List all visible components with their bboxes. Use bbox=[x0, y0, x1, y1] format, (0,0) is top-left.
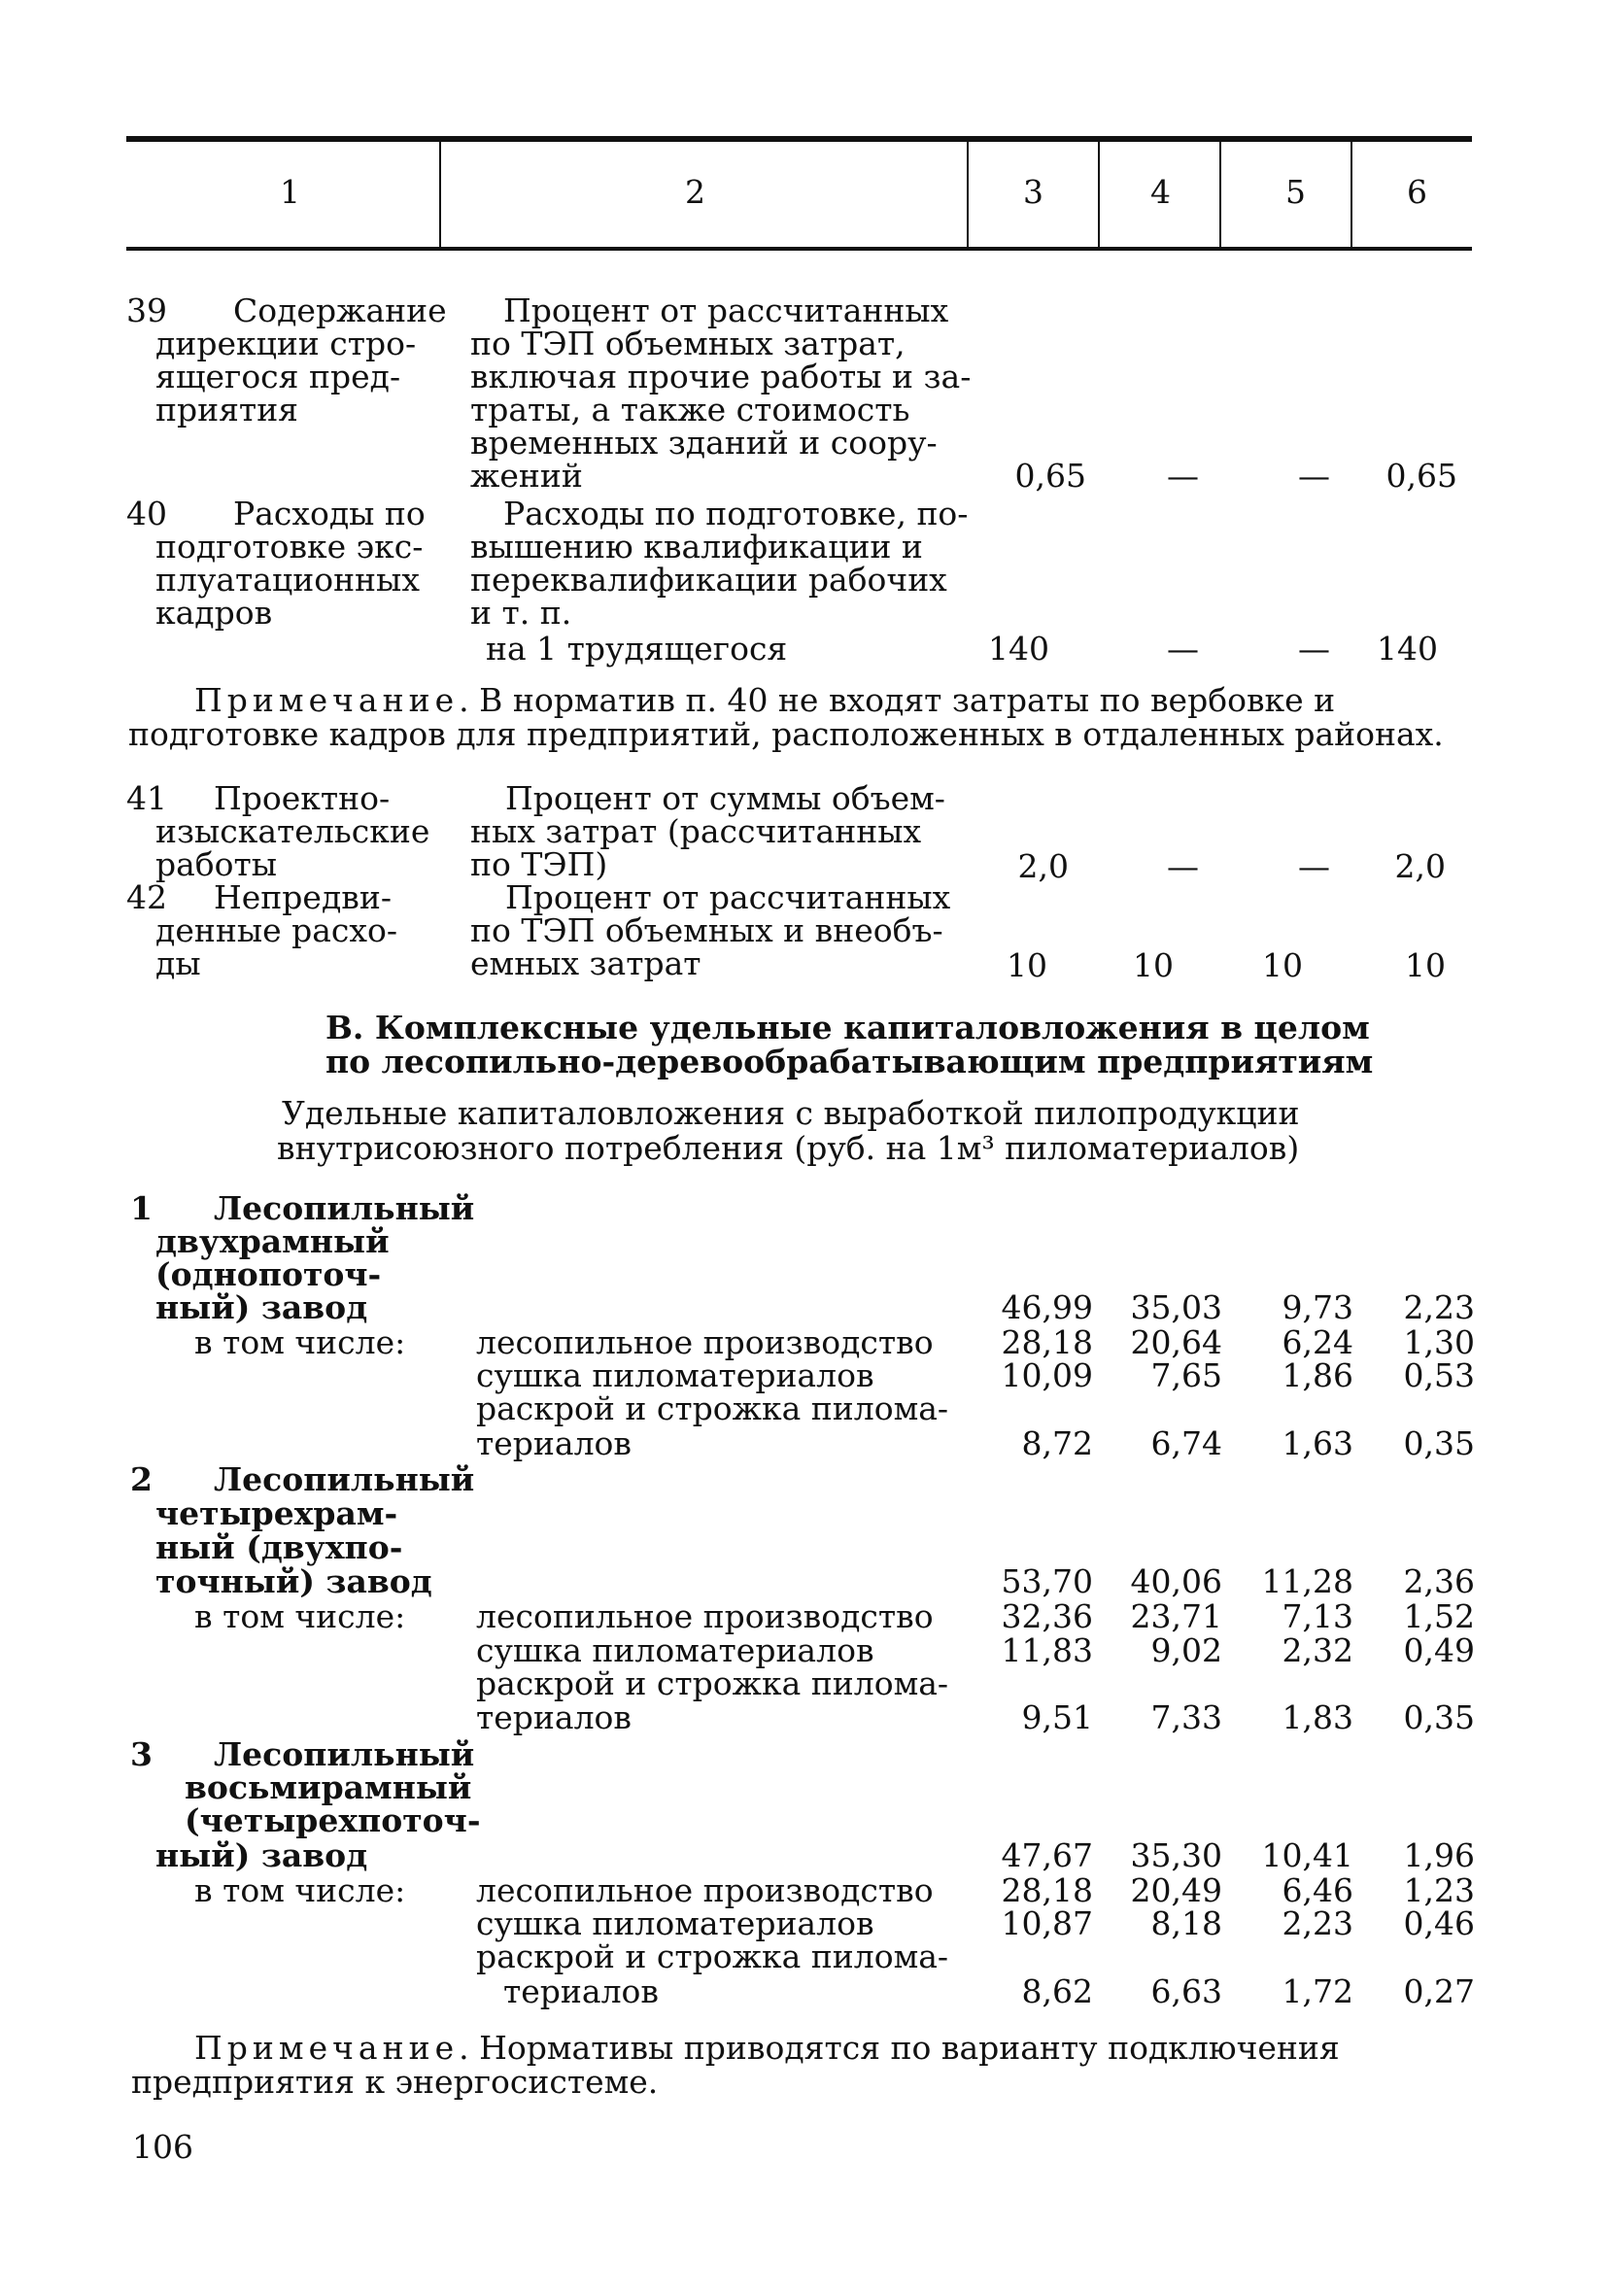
total-col5: 9,73 bbox=[1282, 1288, 1353, 1326]
total-col5: 10,41 bbox=[1261, 1836, 1353, 1874]
part-col4: 20,64 bbox=[1130, 1323, 1222, 1361]
col-header-4: 4 bbox=[1150, 173, 1171, 211]
row-name: плуатационных bbox=[155, 561, 420, 599]
note-text: подготовке кадров для предприятий, расположенных в отдаленных районах. bbox=[128, 715, 1444, 753]
value-col6: 140 bbox=[1377, 630, 1438, 668]
part-col6: 0,27 bbox=[1403, 1972, 1475, 2010]
value-col5: — bbox=[1298, 630, 1330, 668]
value-col4: — bbox=[1167, 630, 1199, 668]
note-text bbox=[194, 2031, 1340, 2066]
value-col3: 0,65 bbox=[1014, 457, 1086, 495]
part-desc: сушка пиломатериалов bbox=[476, 1904, 874, 1942]
plant-name: четырехрам- bbox=[155, 1494, 398, 1532]
row-desc: по ТЭП) bbox=[470, 845, 608, 883]
part-col3: 32,36 bbox=[1001, 1597, 1093, 1635]
row-name: подготовке экс- bbox=[155, 528, 424, 565]
plant-number: 1 bbox=[130, 1189, 153, 1227]
row-name: Расходы по bbox=[233, 495, 426, 532]
col-header-2: 2 bbox=[685, 173, 705, 211]
plant-name: Лесопильный bbox=[214, 1460, 475, 1498]
part-col5: 6,24 bbox=[1282, 1323, 1353, 1361]
row-name: изыскательские bbox=[155, 812, 430, 850]
row-number: 41 bbox=[126, 779, 167, 817]
row-desc: временных зданий и соору- bbox=[470, 424, 938, 462]
row-name: ды bbox=[155, 944, 201, 982]
total-col3: 53,70 bbox=[1001, 1562, 1093, 1600]
row-desc: жений bbox=[470, 457, 583, 495]
header-divider bbox=[967, 142, 969, 247]
row-name: денные расхо- bbox=[155, 911, 398, 949]
header-divider bbox=[1098, 142, 1100, 247]
part-desc: сушка пиломатериалов bbox=[476, 1356, 874, 1394]
row-desc: Процент от рассчитанных bbox=[503, 291, 949, 329]
row-name: Непредви- bbox=[214, 878, 392, 916]
total-col4: 35,30 bbox=[1130, 1836, 1222, 1874]
plant-name: ный (двухпо- bbox=[155, 1528, 403, 1566]
part-desc: териалов bbox=[503, 1972, 659, 2010]
row-name: кадров bbox=[155, 594, 273, 632]
incl-label: в том числе: bbox=[194, 1323, 406, 1361]
plant-name: восьмирамный bbox=[185, 1768, 472, 1806]
plant-name: Лесопильный bbox=[214, 1189, 475, 1227]
header-divider bbox=[439, 142, 441, 247]
row-desc: по ТЭП объемных и внеобъ- bbox=[470, 911, 943, 949]
part-desc: раскрой и строжка пилома- bbox=[476, 1664, 949, 1702]
row-desc: траты, а также стоимость bbox=[470, 391, 910, 428]
total-col6: 2,36 bbox=[1403, 1562, 1475, 1600]
value-col6: 2,0 bbox=[1394, 847, 1446, 885]
row-desc: включая прочие работы и за- bbox=[470, 358, 972, 395]
part-col3: 28,18 bbox=[1001, 1323, 1093, 1361]
note-body: . Нормативы приводятся по варианту подключения bbox=[459, 2029, 1340, 2067]
part-col3: 10,87 bbox=[1001, 1904, 1093, 1942]
part-desc: териалов bbox=[476, 1424, 632, 1462]
part-col5: 6,46 bbox=[1282, 1871, 1353, 1909]
value-col4: — bbox=[1167, 457, 1199, 495]
total-col4: 35,03 bbox=[1130, 1288, 1222, 1326]
part-col5: 1,72 bbox=[1282, 1972, 1353, 2010]
part-col4: 23,71 bbox=[1130, 1597, 1222, 1635]
part-col3: 8,62 bbox=[1021, 1972, 1093, 2010]
part-col6: 0,46 bbox=[1403, 1904, 1475, 1942]
header-bottom-rule bbox=[126, 247, 1472, 251]
row-number: 39 bbox=[126, 291, 167, 329]
part-desc: раскрой и строжка пилома- bbox=[476, 1937, 949, 1975]
plant-name: (однопоточ- bbox=[155, 1255, 382, 1293]
row-name: Содержание bbox=[233, 291, 447, 329]
part-col6: 1,52 bbox=[1403, 1597, 1475, 1635]
note-label: Примечание bbox=[194, 681, 460, 719]
row-number: 42 bbox=[126, 878, 167, 916]
part-col4: 6,63 bbox=[1150, 1972, 1222, 2010]
part-col6: 0,35 bbox=[1403, 1698, 1475, 1736]
row-desc: на 1 трудящегося bbox=[486, 630, 788, 668]
plant-name: ный) завод bbox=[155, 1288, 368, 1326]
note-body: . В норматив п. 40 не входят затраты по вербовке и bbox=[459, 681, 1336, 719]
total-col5: 11,28 bbox=[1261, 1562, 1353, 1600]
row-name: работы bbox=[155, 845, 278, 883]
section-title: по лесопильно-деревообрабатывающим предприятиям bbox=[325, 1043, 1374, 1080]
plant-name: двухрамный bbox=[155, 1222, 390, 1260]
part-col4: 20,49 bbox=[1130, 1871, 1222, 1909]
part-col3: 8,72 bbox=[1021, 1424, 1093, 1462]
part-desc: раскрой и строжка пилома- bbox=[476, 1389, 949, 1427]
part-col5: 2,23 bbox=[1282, 1904, 1353, 1942]
row-name: дирекции стро- bbox=[155, 325, 417, 362]
part-col6: 1,30 bbox=[1403, 1323, 1475, 1361]
incl-label: в том числе: bbox=[194, 1597, 406, 1635]
part-desc: лесопильное производство bbox=[476, 1323, 934, 1361]
part-col6: 1,23 bbox=[1403, 1871, 1475, 1909]
value-col3: 140 bbox=[988, 630, 1049, 668]
note-text bbox=[194, 683, 1335, 718]
part-col6: 0,49 bbox=[1403, 1631, 1475, 1669]
row-desc: Процент от суммы объем- bbox=[505, 779, 945, 817]
part-desc: сушка пиломатериалов bbox=[476, 1631, 874, 1669]
plant-name: точный) завод bbox=[155, 1562, 432, 1600]
value-col6: 10 bbox=[1405, 946, 1446, 984]
part-col6: 0,53 bbox=[1403, 1356, 1475, 1394]
total-col4: 40,06 bbox=[1130, 1562, 1222, 1600]
value-col3: 10 bbox=[1007, 946, 1047, 984]
row-name: Проектно- bbox=[214, 779, 391, 817]
row-desc: Расходы по подготовке, по- bbox=[503, 495, 969, 532]
note-label: Примечание bbox=[194, 2029, 460, 2067]
value-col5: — bbox=[1298, 457, 1330, 495]
part-col4: 6,74 bbox=[1150, 1424, 1222, 1462]
section-subtitle: Удельные капиталовложения с выработкой пилопродукции bbox=[282, 1094, 1300, 1132]
part-desc: териалов bbox=[476, 1698, 632, 1736]
value-col5: 10 bbox=[1262, 946, 1303, 984]
part-col3: 11,83 bbox=[1001, 1631, 1093, 1669]
col-header-1: 1 bbox=[280, 173, 300, 211]
plant-name: (четырехпоточ- bbox=[185, 1801, 481, 1839]
row-number: 40 bbox=[126, 495, 167, 532]
value-col6: 0,65 bbox=[1385, 457, 1457, 495]
row-name: ящегося пред- bbox=[155, 358, 401, 395]
plant-name: ный) завод bbox=[155, 1836, 368, 1874]
header-divider bbox=[1351, 142, 1352, 247]
section-title: В. Комплексные удельные капиталовложения в целом bbox=[325, 1009, 1370, 1046]
part-col5: 1,83 bbox=[1282, 1698, 1353, 1736]
row-desc: ных затрат (рассчитанных bbox=[470, 812, 922, 850]
part-col4: 7,65 bbox=[1150, 1356, 1222, 1394]
header-top-rule bbox=[126, 136, 1472, 142]
part-col3: 10,09 bbox=[1001, 1356, 1093, 1394]
note-text: предприятия к энергосистеме. bbox=[131, 2063, 659, 2101]
value-col4: — bbox=[1167, 847, 1199, 885]
part-col6: 0,35 bbox=[1403, 1424, 1475, 1462]
row-desc: Процент от рассчитанных bbox=[505, 878, 951, 916]
row-desc: по ТЭП объемных затрат, bbox=[470, 325, 906, 362]
part-col3: 28,18 bbox=[1001, 1871, 1093, 1909]
part-col4: 8,18 bbox=[1150, 1904, 1222, 1942]
header-divider bbox=[1219, 142, 1221, 247]
total-col3: 47,67 bbox=[1001, 1836, 1093, 1874]
part-col5: 7,13 bbox=[1282, 1597, 1353, 1635]
part-desc: лесопильное производство bbox=[476, 1597, 934, 1635]
part-col5: 1,63 bbox=[1282, 1424, 1353, 1462]
plant-name: Лесопильный bbox=[214, 1735, 475, 1773]
part-col3: 9,51 bbox=[1021, 1698, 1093, 1736]
part-col5: 1,86 bbox=[1282, 1356, 1353, 1394]
row-desc: и т. п. bbox=[470, 594, 572, 632]
part-desc: лесопильное производство bbox=[476, 1871, 934, 1909]
value-col3: 2,0 bbox=[1017, 847, 1069, 885]
row-desc: емных затрат bbox=[470, 944, 701, 982]
value-col4: 10 bbox=[1133, 946, 1174, 984]
total-col6: 1,96 bbox=[1403, 1836, 1475, 1874]
row-name: приятия bbox=[155, 391, 299, 428]
col-header-5: 5 bbox=[1285, 173, 1306, 211]
part-col4: 7,33 bbox=[1150, 1698, 1222, 1736]
total-col6: 2,23 bbox=[1403, 1288, 1475, 1326]
row-desc: вышению квалификации и bbox=[470, 528, 923, 565]
part-col5: 2,32 bbox=[1282, 1631, 1353, 1669]
part-col4: 9,02 bbox=[1150, 1631, 1222, 1669]
col-header-6: 6 bbox=[1407, 173, 1427, 211]
total-col3: 46,99 bbox=[1001, 1288, 1093, 1326]
value-col5: — bbox=[1298, 847, 1330, 885]
plant-number: 3 bbox=[130, 1735, 153, 1773]
row-desc: переквалификации рабочих bbox=[470, 561, 947, 599]
col-header-3: 3 bbox=[1023, 173, 1043, 211]
page-number: 106 bbox=[132, 2128, 193, 2166]
plant-number: 2 bbox=[130, 1460, 153, 1498]
section-subtitle: внутрисоюзного потребления (руб. на 1м³ пиломатериалов) bbox=[277, 1129, 1300, 1167]
incl-label: в том числе: bbox=[194, 1871, 406, 1909]
